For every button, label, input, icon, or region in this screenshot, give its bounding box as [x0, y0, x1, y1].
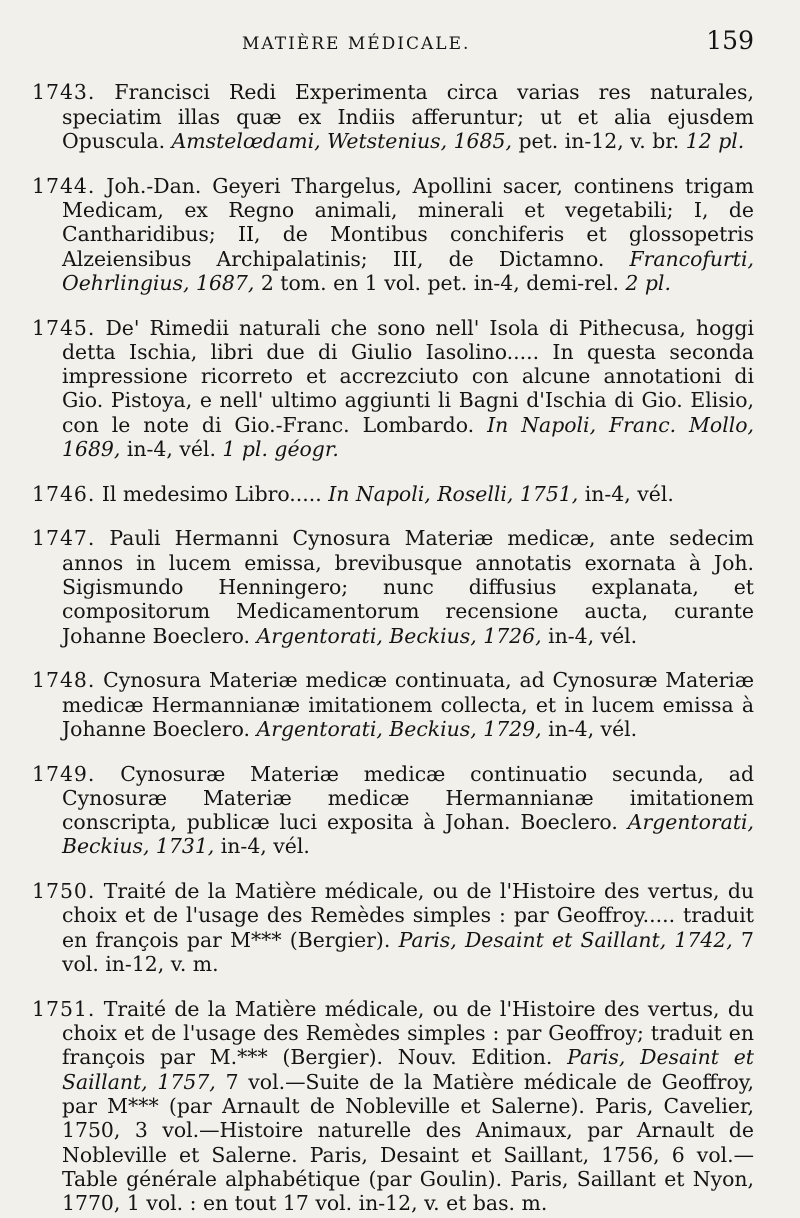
entry-text: Joh.-Dan. Geyeri Thargelus, Apollini sacer, continens trigam Medicam, ex Regno animali, minerali et vegetabili; I, de Cantharidibus; II, de Montibus conchiferis et glossopetris Alzeiensibus Archipalatinis; III, de Dictamno. [62, 173, 755, 271]
entry-number: 1751. [32, 996, 96, 1021]
catalogue-entry [32, 316, 754, 462]
entry-extra: 1 pl. géogr. [222, 437, 339, 462]
entry-format: in-4, vél. [220, 834, 310, 859]
catalogue-entry [32, 879, 754, 976]
entry-text: De' Rimedii naturali che sono nell' Isola di Pithecusa, hoggi detta Ischia, libri due di Giulio Iasolino..... In questa seconda impressione ricorreto et accrezciuto con alcune annotationi di Gio. Pistoya, e nell' ultimo aggiunti li Bagni d'Ischia di Gio. Elisio, con le note di Gio.-Franc. Lombardo. [62, 315, 755, 437]
entry-format: in-4, vél. [126, 437, 216, 462]
entry-number: 1747. [32, 526, 96, 551]
entry-text: Pauli Hermanni Cynosura Materiæ medicæ, ante sedecim annos in lucem emissa, brevibusque annotatis exornata à Joh. Sigismundo Henningero; nunc diffusius explanata, et compositorum Medicamentorum recensione aucta, curante Johanne Boeclero. [62, 526, 754, 648]
entry-number: 1746. [32, 481, 96, 506]
entry-number: 1745. [32, 315, 96, 340]
entry-text: Cynosura Materiæ medicæ continuata, ad Cynosuræ Materiæ medicæ Hermannianæ imitationem collecta, et in lucem emissa à Johanne Boeclero. [62, 668, 754, 741]
page-header [32, 20, 754, 60]
catalogue-entry [32, 174, 754, 295]
entry-format: 7 vol. in-12, v. m. [62, 927, 754, 977]
entry-format: 7 vol.—Suite de la Matière médicale de Geoffroy, par M*** (par Arnault de Nobleville et Salerne). Paris, Cavelier, 1750, 3 vol.—Histoire naturelle des Animaux, par Arnault de Nobleville et Salerne. Paris, Desaint et Saillant, 1756, 6 vol.—Table générale alphabétique (par Goulin). Paris, Saillant et Nyon, 1770, 1 vol. : en tout 17 vol. in-12, v. et bas. m. [62, 1069, 755, 1216]
catalogue-entry [32, 80, 754, 153]
running-title: MATIÈRE MÉDICALE. [242, 34, 471, 54]
entry-number: 1744. [32, 173, 96, 198]
entry-extra: 12 pl. [685, 128, 745, 153]
entry-imprint: Francofurti, Oehrlingius, 1687, [62, 246, 755, 295]
catalogue-entries [32, 80, 754, 1215]
entry-text: Traité de la Matière médicale, ou de l'Histoire des vertus, du choix et de l'usage des Remèdes simples : par Geoffroy; traduit en françois par M.*** (Bergier). Nouv. Edition. [62, 996, 755, 1070]
entry-number: 1743. [32, 80, 96, 105]
entry-imprint: Paris, Desaint et Saillant, 1742, [398, 927, 733, 952]
entry-imprint: Paris, Desaint et Saillant, 1757, [62, 1045, 754, 1094]
entry-extra: 2 pl. [625, 270, 671, 295]
entry-number: 1749. [32, 761, 96, 786]
entry-number: 1748. [32, 668, 96, 693]
catalogue-entry [32, 668, 754, 741]
entry-text: Cynosuræ Materiæ medicæ continuatio secunda, ad Cynosuræ Materiæ medicæ Hermannianæ imitationem conscripta, publicæ luci exposita à Johan. Boeclero. [62, 761, 754, 835]
entry-imprint: In Napoli, Roselli, 1751, [328, 481, 579, 506]
entry-imprint: Amstelœdami, Wetstenius, 1685, [171, 128, 512, 153]
catalogue-entry [32, 526, 754, 647]
entry-imprint: Argentorati, Beckius, 1731, [62, 810, 755, 859]
catalogue-entry [32, 997, 754, 1216]
entry-format: in-4, vél. [584, 481, 674, 506]
entry-format: 2 tom. en 1 vol. pet. in-4, demi-rel. [260, 270, 619, 295]
catalogue-entry [32, 762, 754, 859]
entry-text: Francisci Redi Experimenta circa varias res naturales, speciatim illas quæ ex Indiis afferuntur; ut et alia ejusdem Opuscula. [62, 80, 754, 153]
entry-text: Traité de la Matière médicale, ou de l'Histoire des vertus, du choix et de l'usage des Remèdes simples : par Geoffroy..... traduit en françois par M*** (Bergier). [62, 879, 755, 952]
entry-format: in-4, vél. [548, 716, 638, 741]
catalogue-entry [32, 482, 754, 506]
entry-imprint: In Napoli, Franc. Mollo, 1689, [62, 412, 754, 462]
entry-imprint: Argentorati, Beckius, 1726, [256, 623, 542, 648]
entry-format: pet. in-12, v. br. [518, 128, 680, 153]
entry-text: Il medesimo Libro..... [101, 481, 322, 506]
entry-number: 1750. [32, 879, 96, 904]
page-number: 159 [706, 26, 754, 55]
entry-format: in-4, vél. [548, 623, 638, 648]
entry-imprint: Argentorati, Beckius, 1729, [256, 716, 542, 741]
